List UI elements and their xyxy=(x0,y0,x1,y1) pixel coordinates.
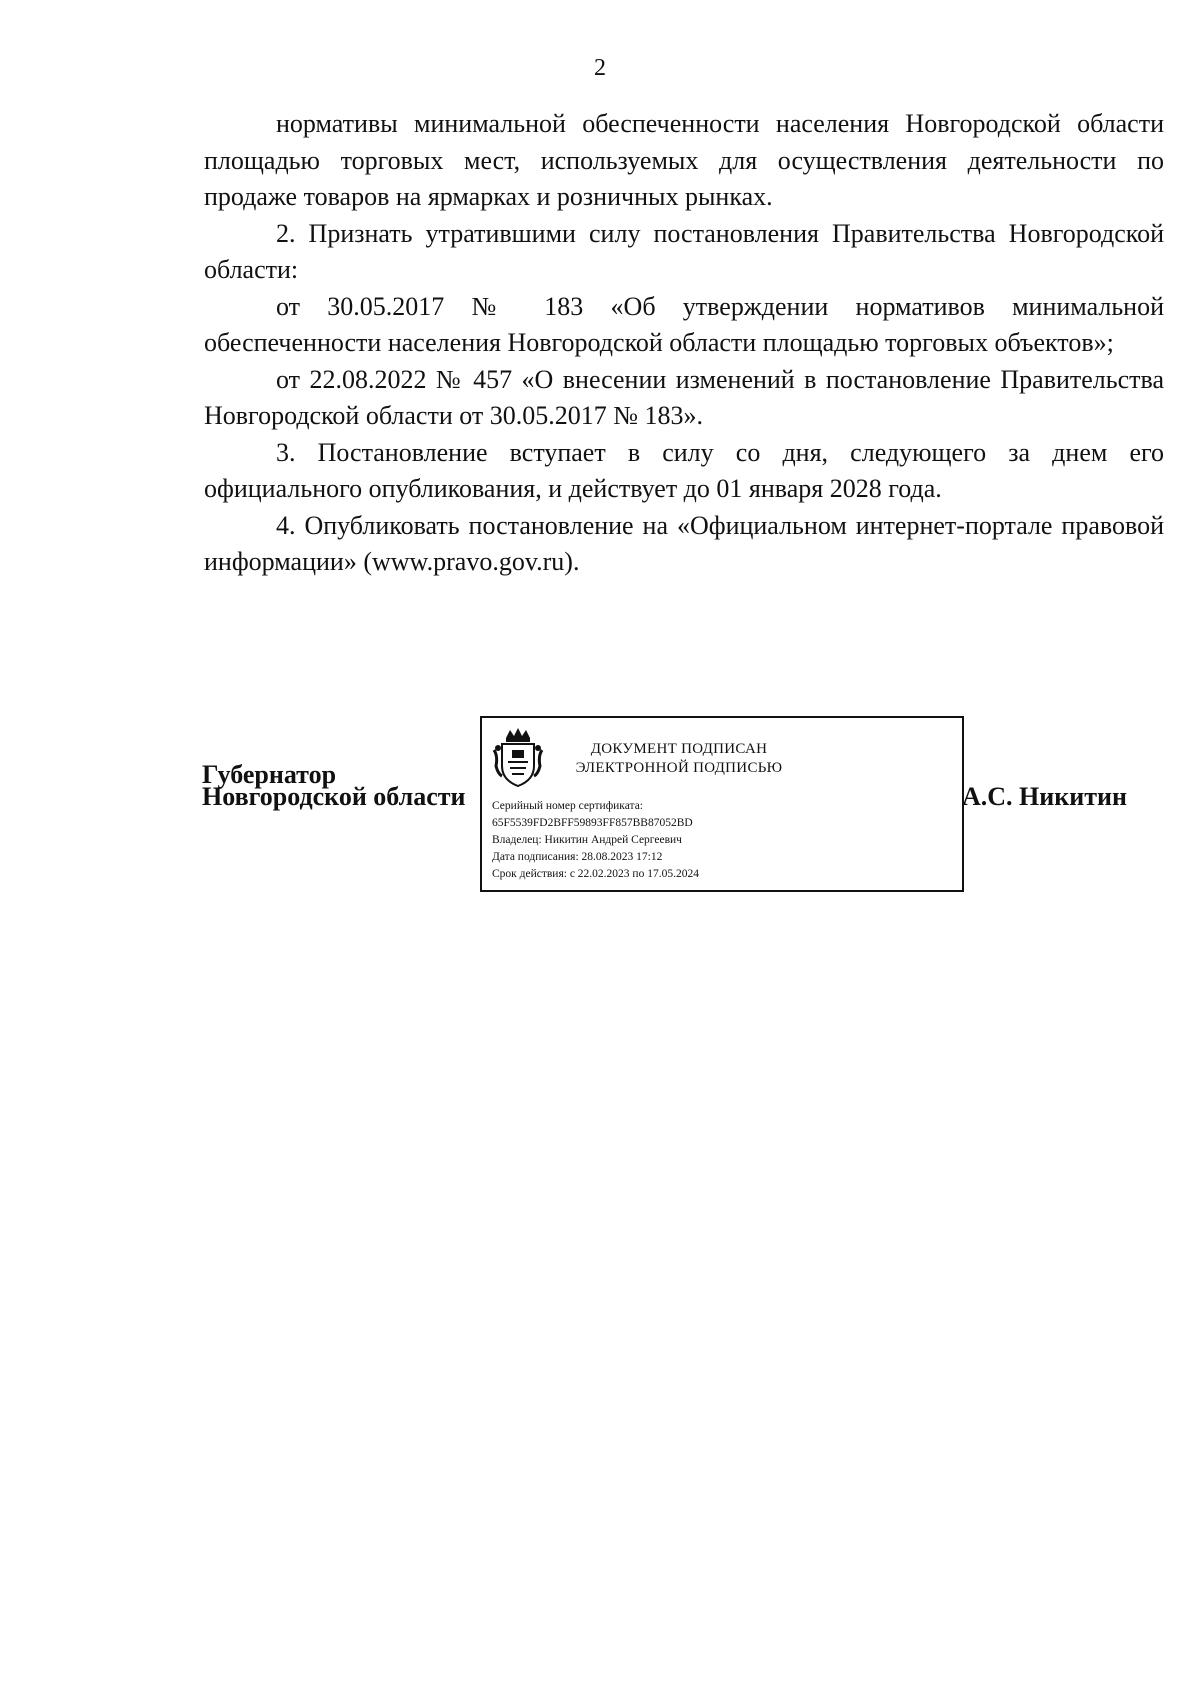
stamp-heading xyxy=(554,740,804,778)
paragraph: нормативы минимальной обеспеченности населения Новгородской области площадью торговых мест, используемых для осуществления деятельности по продаже товаров на ярмарках и розничных рынках. xyxy=(204,109,1164,211)
stamp-details xyxy=(492,798,699,883)
paragraph: 3. Постановление вступает в силу со дня, следующего за днем его официального опубликования, и действует до 01 января 2028 года. xyxy=(204,437,1164,503)
paragraph: от 22.08.2022 № 457 «О внесении изменений в постановление Правительства Новгородской области от 30.05.2017 № 183». xyxy=(204,364,1164,430)
paragraph: 2. Признать утратившими силу постановления Правительства Новгородской области: xyxy=(204,218,1164,284)
coat-of-arms-icon xyxy=(492,726,544,790)
signatory-title-line: Губернатор xyxy=(202,760,337,789)
signatory-title-line: Новгородской области xyxy=(202,782,466,811)
paragraph: 4. Опубликовать постановление на «Официальном интернет-портале правовой информации» (www.pravo.gov.ru). xyxy=(204,510,1164,576)
signing-date: Дата подписания: 28.08.2023 17:12 xyxy=(492,851,663,863)
electronic-signature-stamp xyxy=(480,716,964,892)
certificate-validity: Срок действия: с 22.02.2023 по 17.05.2024 xyxy=(492,868,699,880)
certificate-serial-value: 65F5539FD2BFF59893FF857BB87052BD xyxy=(492,817,693,829)
certificate-owner: Владелец: Никитин Андрей Сергеевич xyxy=(492,834,682,846)
document-body xyxy=(204,106,1164,581)
paragraph: от 30.05.2017 № 183 «Об утверждении нормативов минимальной обеспеченности населения Новгородской области площадью торговых объектов»; xyxy=(204,291,1164,357)
stamp-heading-line: ДОКУМЕНТ ПОДПИСАН xyxy=(590,741,768,757)
signature-block xyxy=(0,716,1200,916)
page-number: 2 xyxy=(594,55,606,81)
signatory-title xyxy=(202,760,466,811)
certificate-serial-label: Серийный номер сертификата: xyxy=(492,800,643,812)
stamp-heading-line: ЭЛЕКТРОННОЙ ПОДПИСЬЮ xyxy=(575,760,783,776)
signatory-name: А.С. Никитин xyxy=(962,782,1127,811)
